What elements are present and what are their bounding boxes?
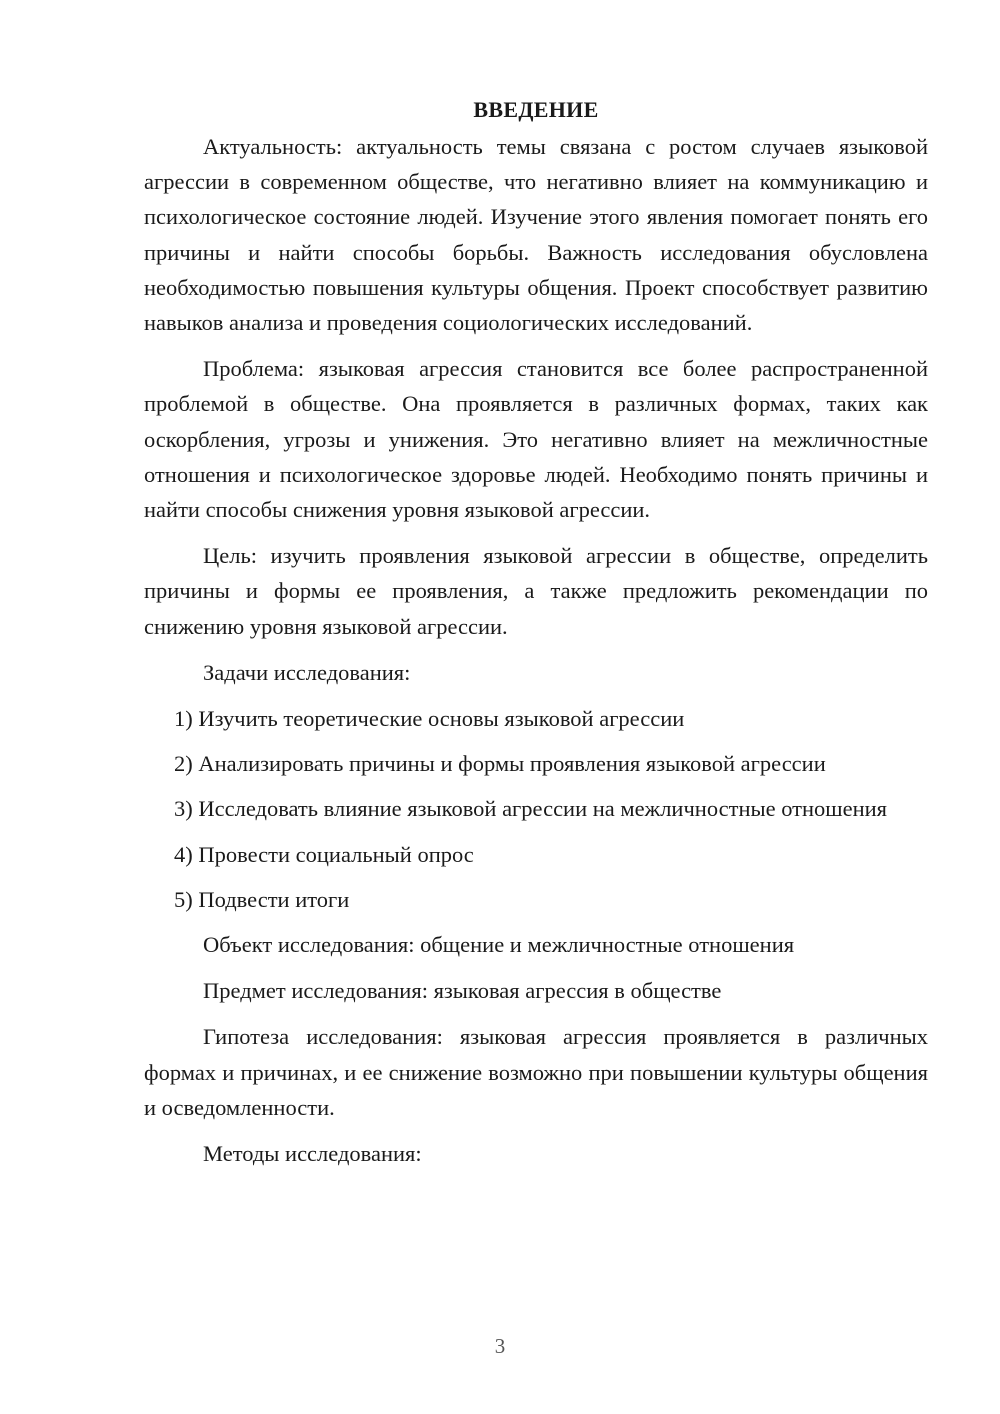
tasks-title: Задачи исследования: <box>203 659 411 685</box>
object-paragraph: Объект исследования: общение и межличностные отношения <box>203 932 795 958</box>
tasks-list <box>144 701 928 917</box>
page-number: 3 <box>494 1334 506 1358</box>
task-item-5: 5) Подвести итоги <box>174 886 350 912</box>
task-item-4: 4) Провести социальный опрос <box>174 841 474 867</box>
hypothesis-paragraph: Гипотеза исследования: языковая агрессия проявляется в различных формах и причинах, и ее снижение возможно при повышении культуры общения и осведомленности. <box>144 1024 928 1120</box>
subject-paragraph: Предмет исследования: языковая агрессия в обществе <box>203 978 722 1004</box>
task-item-2: 2) Анализировать причины и формы проявления языковой агрессии <box>174 751 826 777</box>
document-page <box>144 92 928 1171</box>
goal-paragraph: Цель: изучить проявления языковой агрессии в обществе, определить причины и формы ее проявления, а также предложить рекомендации по снижению уровня языковой агрессии. <box>144 543 928 639</box>
relevance-paragraph: Актуальность: актуальность темы связана с ростом случаев языковой агрессии в современном обществе, что негативно влияет на коммуникацию и психологическое состояние людей. Изучение этого явления помогает понять его причины и найти способы борьбы. Важность исследования обусловлена необходимостью повышения культуры общения. Проект способствует развитию навыков анализа и проведения социологических исследований. <box>144 134 928 336</box>
problem-paragraph: Проблема: языковая агрессия становится все более распространенной проблемой в обществе. Она проявляется в различных формах, таких как оскорбления, угрозы и унижения. Это негативно влияет на межличностные отношения и психологическое здоровье людей. Необходимо понять причины и найти способы снижения уровня языковой агрессии. <box>144 356 928 523</box>
task-item-1: 1) Изучить теоретические основы языковой агрессии <box>174 706 685 732</box>
methods-paragraph: Методы исследования: <box>203 1141 422 1167</box>
section-heading: ВВЕДЕНИЕ <box>473 97 599 122</box>
task-item-3: 3) Исследовать влияние языковой агрессии на межличностные отношения <box>174 796 888 822</box>
